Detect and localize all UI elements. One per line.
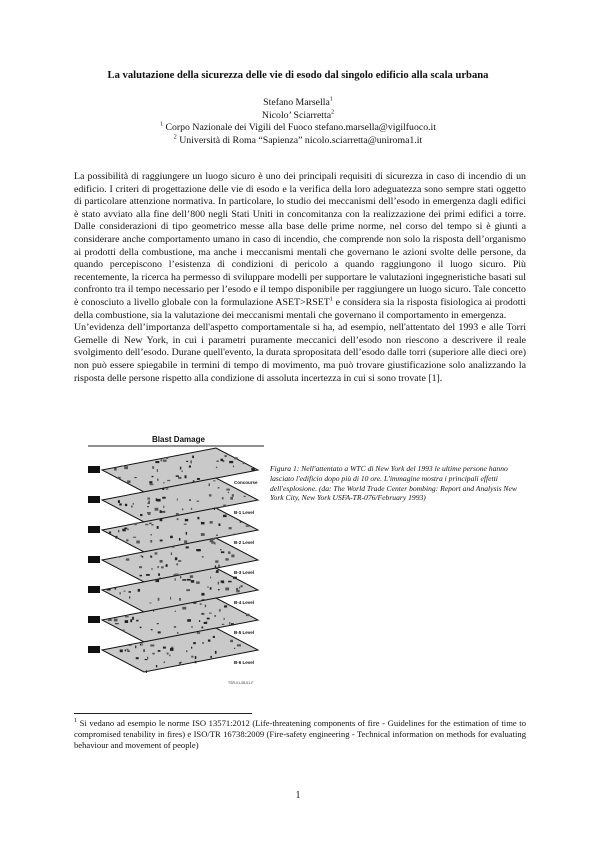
damage-speck xyxy=(175,611,176,612)
damage-speck xyxy=(195,656,197,659)
damage-speck xyxy=(180,662,181,663)
damage-speck xyxy=(157,567,158,568)
damage-speck xyxy=(210,577,211,579)
damage-speck xyxy=(246,614,250,616)
damage-speck xyxy=(218,565,220,568)
damage-speck xyxy=(138,589,140,592)
damage-speck xyxy=(141,643,142,646)
damage-speck xyxy=(160,540,163,542)
damage-speck xyxy=(166,488,168,489)
damage-speck xyxy=(127,649,129,651)
damage-speck xyxy=(225,455,227,457)
damage-speck xyxy=(129,644,132,646)
damage-speck xyxy=(182,471,183,473)
damage-speck xyxy=(225,588,229,591)
damage-speck xyxy=(167,653,169,655)
damage-speck xyxy=(119,503,122,505)
damage-speck xyxy=(246,525,250,527)
damage-speck xyxy=(218,582,219,585)
damage-speck xyxy=(133,537,136,538)
damage-speck xyxy=(130,619,132,622)
damage-speck xyxy=(139,566,142,568)
damage-speck xyxy=(115,587,117,590)
damage-speck xyxy=(207,618,210,620)
damage-speck xyxy=(233,466,234,468)
damage-speck xyxy=(186,650,187,652)
damage-speck xyxy=(129,596,130,598)
damage-speck xyxy=(230,497,233,500)
damage-speck xyxy=(164,661,165,663)
damage-speck xyxy=(223,505,226,507)
damage-speck xyxy=(177,632,179,634)
damage-speck xyxy=(126,539,128,541)
damage-speck xyxy=(222,624,225,625)
damage-speck xyxy=(155,508,159,511)
damage-speck xyxy=(213,636,215,638)
damage-speck xyxy=(204,622,207,624)
damage-speck xyxy=(147,506,149,507)
damage-speck xyxy=(197,478,200,480)
affiliation: $^1$ Corpo Nazionale dei Vigili del Fuoco stefano.marsella@vigilfuoco.it xyxy=(160,121,436,133)
damage-speck xyxy=(214,615,215,617)
damage-speck xyxy=(118,530,119,533)
damage-speck xyxy=(162,497,166,499)
damage-speck xyxy=(169,655,170,657)
damage-speck xyxy=(178,560,181,561)
damage-speck xyxy=(222,582,225,583)
damage-speck xyxy=(171,552,172,555)
body-text xyxy=(74,171,526,385)
damage-speck xyxy=(193,602,196,604)
damage-speck xyxy=(178,477,181,479)
damage-speck xyxy=(219,523,221,526)
damage-speck xyxy=(210,656,212,658)
damage-speck xyxy=(222,497,224,499)
damage-speck xyxy=(115,623,119,624)
damage-speck xyxy=(197,632,200,633)
damage-speck xyxy=(177,498,178,500)
damage-speck xyxy=(140,575,143,577)
damage-speck xyxy=(210,587,212,590)
damage-speck xyxy=(160,519,163,521)
damage-speck xyxy=(184,524,187,525)
damage-speck xyxy=(239,587,240,589)
damage-speck xyxy=(182,579,186,581)
damage-speck xyxy=(157,579,159,582)
damage-speck xyxy=(209,613,212,614)
damage-speck xyxy=(152,653,155,655)
damage-speck xyxy=(116,536,118,539)
damage-speck xyxy=(228,581,232,583)
damage-speck xyxy=(187,579,191,581)
damage-speck xyxy=(233,577,237,579)
damage-speck xyxy=(177,518,179,520)
damage-speck xyxy=(216,467,217,468)
damage-speck xyxy=(209,483,210,486)
damage-speck xyxy=(135,477,137,478)
damage-speck xyxy=(146,670,147,673)
damage-speck xyxy=(157,623,159,624)
damage-speck xyxy=(201,522,205,525)
damage-speck xyxy=(155,461,159,463)
damage-speck xyxy=(202,642,204,644)
damage-speck xyxy=(216,535,217,536)
damage-speck xyxy=(183,484,185,485)
affiliation: $^2$ Università di Roma “Sapienza” nicolo.sciarretta@uniroma1.it xyxy=(173,134,423,146)
damage-speck xyxy=(152,466,154,469)
damage-speck xyxy=(196,549,200,551)
damage-speck xyxy=(158,650,161,652)
damage-speck xyxy=(163,647,166,649)
damage-speck xyxy=(129,591,132,593)
damage-speck xyxy=(136,620,138,622)
damage-speck xyxy=(229,527,232,529)
level-label: B-4 Level xyxy=(234,600,255,605)
damage-speck xyxy=(157,469,158,472)
damage-speck xyxy=(151,524,153,526)
damage-speck xyxy=(153,610,154,612)
damage-speck xyxy=(127,480,131,483)
author-block xyxy=(0,97,596,147)
damage-speck xyxy=(133,503,134,505)
damage-speck xyxy=(218,589,220,590)
damage-speck xyxy=(216,507,217,509)
damage-speck xyxy=(233,534,234,536)
damage-speck xyxy=(131,506,133,508)
damage-speck xyxy=(208,640,211,642)
damage-speck xyxy=(219,610,221,611)
level-marker xyxy=(88,646,100,653)
damage-speck xyxy=(145,659,148,660)
damage-speck xyxy=(191,656,193,658)
damage-speck xyxy=(179,598,181,601)
figure-title: Blast Damage xyxy=(152,435,205,444)
damage-speck xyxy=(243,462,245,464)
damage-speck xyxy=(161,566,164,568)
damage-speck xyxy=(195,661,197,663)
damage-speck xyxy=(237,644,241,646)
damage-speck xyxy=(182,509,184,511)
damage-speck xyxy=(150,645,154,647)
damage-speck xyxy=(146,574,150,576)
damage-speck xyxy=(186,589,190,591)
damage-speck xyxy=(161,459,163,461)
damage-speck xyxy=(122,529,126,532)
damage-speck xyxy=(160,511,163,512)
damage-speck xyxy=(117,557,120,558)
damage-speck xyxy=(156,665,157,667)
damage-speck xyxy=(151,629,153,630)
damage-speck xyxy=(224,605,227,607)
level-marker xyxy=(88,526,100,533)
damage-speck xyxy=(187,619,191,622)
damage-speck xyxy=(120,650,123,653)
page-number: 1 xyxy=(295,790,301,801)
footnote: $^1$ Si vedano ad esempio le norme ISO 13571:2012 (Life-threatening components of fire - Guidelines for the estimation of time to compromised tenability in fires) e ISO/TR 16738:2009 (Fire-safety engineering - Technical information on methods for evaluating behaviour and movement of people) xyxy=(74,718,526,750)
damage-speck xyxy=(132,617,134,620)
damage-speck xyxy=(164,511,166,513)
paper-title: La valutazione della sicurezza delle vie di esodo dal singolo edificio alla scala urbana xyxy=(107,70,489,81)
damage-speck xyxy=(212,538,214,540)
damage-speck xyxy=(221,551,224,553)
damage-speck xyxy=(191,647,192,649)
damage-speck xyxy=(182,607,186,610)
damage-speck xyxy=(125,620,128,623)
damage-speck xyxy=(228,551,231,554)
damage-speck xyxy=(228,492,229,493)
damage-speck xyxy=(196,581,200,584)
damage-speck xyxy=(180,576,181,578)
damage-speck xyxy=(143,649,145,652)
damage-speck xyxy=(176,513,179,514)
damage-speck xyxy=(180,467,181,470)
damage-speck xyxy=(190,460,192,463)
damage-speck xyxy=(229,461,233,463)
damage-speck xyxy=(175,557,177,560)
damage-speck xyxy=(108,619,112,621)
footnote-reference[interactable]: 1 xyxy=(329,296,333,303)
damage-speck xyxy=(191,626,193,627)
damage-speck xyxy=(240,521,242,523)
damage-speck xyxy=(163,506,164,508)
damage-speck xyxy=(150,540,152,543)
damage-speck xyxy=(175,574,178,575)
damage-speck xyxy=(224,618,225,620)
damage-speck xyxy=(114,469,116,471)
damage-speck xyxy=(191,580,194,583)
level-marker xyxy=(88,496,100,503)
damage-speck xyxy=(202,556,204,558)
damage-speck xyxy=(109,532,111,534)
damage-speck xyxy=(189,466,191,468)
figure-code: TSR-01-08-01-F xyxy=(228,681,254,685)
level-label: Concourse xyxy=(234,480,258,485)
damage-speck xyxy=(241,585,243,587)
damage-speck xyxy=(126,558,129,560)
damage-speck xyxy=(221,459,224,461)
damage-speck xyxy=(123,630,125,632)
damage-speck xyxy=(150,603,152,604)
damage-speck xyxy=(162,489,164,490)
damage-speck xyxy=(149,481,152,483)
damage-speck xyxy=(217,461,219,463)
level-label: B-3 Level xyxy=(234,570,255,575)
damage-speck xyxy=(145,524,148,525)
damage-speck xyxy=(152,476,154,477)
damage-speck xyxy=(136,541,140,544)
damage-speck xyxy=(186,532,187,535)
damage-speck xyxy=(125,504,127,506)
damage-speck xyxy=(166,564,168,567)
damage-speck xyxy=(157,526,159,529)
damage-speck xyxy=(190,575,193,578)
damage-speck xyxy=(125,650,126,652)
damage-speck xyxy=(232,494,234,497)
damage-speck xyxy=(251,468,255,471)
damage-speck xyxy=(140,644,141,646)
damage-speck xyxy=(226,489,230,491)
damage-speck xyxy=(157,479,159,481)
damage-speck xyxy=(170,597,171,600)
damage-speck xyxy=(149,523,152,525)
damage-speck xyxy=(209,494,212,496)
damage-speck xyxy=(125,616,129,617)
damage-speck xyxy=(176,563,178,565)
damage-speck xyxy=(189,499,190,501)
damage-speck xyxy=(191,508,192,510)
damage-speck xyxy=(148,512,151,515)
damage-speck xyxy=(229,622,230,625)
damage-speck xyxy=(158,573,160,575)
level-marker xyxy=(88,616,100,623)
damage-speck xyxy=(150,556,152,558)
damage-speck xyxy=(148,501,150,504)
damage-speck xyxy=(127,651,130,652)
damage-speck xyxy=(163,482,165,483)
damage-speck xyxy=(234,648,235,649)
damage-speck xyxy=(185,519,188,521)
damage-speck xyxy=(179,538,181,541)
damage-speck xyxy=(186,546,189,548)
damage-speck xyxy=(205,605,207,608)
damage-speck xyxy=(171,647,173,648)
damage-speck xyxy=(160,560,163,563)
damage-speck xyxy=(174,626,176,628)
damage-speck xyxy=(172,546,175,547)
damage-speck xyxy=(210,521,213,524)
damage-speck xyxy=(175,578,176,581)
level-label: B-2 Level xyxy=(234,540,255,545)
damage-speck xyxy=(231,555,234,558)
damage-speck xyxy=(167,480,170,481)
level-label: B-6 Level xyxy=(234,660,255,665)
damage-speck xyxy=(177,515,178,516)
damage-speck xyxy=(121,465,124,466)
author-name: Nicolo’ Sciarretta$^2$ xyxy=(261,109,335,121)
damage-speck xyxy=(147,498,150,500)
damage-speck xyxy=(150,484,154,486)
damage-speck xyxy=(207,586,208,588)
damage-speck xyxy=(140,514,142,516)
damage-speck xyxy=(158,598,160,601)
damage-speck xyxy=(118,477,121,479)
paragraph: La possibilità di raggiungere un luogo sicuro è uno dei principali requisiti di sicurezza in caso di incendio di un edificio. I criteri di progettazione delle vie di esodo e la verifica della loro adeguatezza sono sempre stati oggetto di particolare attenzione normativa. In particolare, lo studio dei meccanismi dell’esodo in emergenza dagli edifici è stato avviato alla fine dell’800 negli Stati Uniti in concomitanza con la realizzazione dei primi edifici a torre. Dalle considerazioni di tipo geometrico messe alla base delle prime norme, nel corso del tempo si è giunti a considerare anche comportamento umano in caso di incendio, che comprende non solo la risposta dell’organismo ai prodotti della combustione, ma anche i meccanismi mentali che governano le azioni svolte delle persone, da quando percepiscono l’esistenza di condizioni di pericolo a quando raggiungono il luogo sicuro. Più recentemente, la ricerca ha permesso di sviluppare modelli per supportare le valutazioni ingegneristiche basati sul confronto tra il tempo necessario per l’esodo e il tempo disponibile per raggiungere un luogo sicuro. Tale concetto è conosciuto a livello globale con la formulazione $ASET>RSET^1$ e considera sia la risposta fisiologica ai prodotti della combustione, sia la valutazione dei meccanismi mentali che governano il comportamento in emergenza. xyxy=(74,171,526,321)
damage-speck xyxy=(202,613,204,614)
damage-speck xyxy=(244,496,246,497)
damage-speck xyxy=(200,604,202,605)
damage-speck xyxy=(231,623,234,625)
damage-speck xyxy=(141,555,142,556)
damage-speck xyxy=(199,620,200,622)
damage-speck xyxy=(151,534,152,535)
damage-speck xyxy=(107,589,111,591)
damage-speck xyxy=(215,566,216,568)
damage-speck xyxy=(215,560,218,562)
damage-speck xyxy=(142,556,143,558)
damage-speck xyxy=(201,593,204,596)
blast-damage-illustration xyxy=(88,430,264,692)
damage-speck xyxy=(225,513,226,516)
damage-speck xyxy=(170,536,173,539)
damage-speck xyxy=(124,591,126,592)
damage-speck xyxy=(147,657,148,659)
damage-speck xyxy=(185,475,187,478)
damage-speck xyxy=(201,533,205,536)
figure-blast-damage xyxy=(88,430,264,692)
damage-speck xyxy=(192,456,194,459)
damage-speck xyxy=(230,640,233,643)
level-label: B-5 Level xyxy=(234,630,255,635)
damage-speck xyxy=(134,523,136,525)
damage-speck xyxy=(218,487,220,489)
damage-speck xyxy=(215,651,217,654)
paragraph: Un’evidenza dell’importanza dell'aspetto comportamentale si ha, ad esempio, nell'attentato del 1993 e alle Torri Gemelle di New York, in cui i parametri puramente meccanici dell’esodo non riescono a descrivere il reale svolgimento dell’esodo. Durane quell'evento, la durata spropositata dell’esodo dalle torri (superiore alle dieci ore) non può essere spiegabile in termini di tempo di movimento, ma può trovare giustificazione solo analizzando la risposta delle persone rispetto alla condizione di assoluta incertezza in cui si sono trovate [1]. xyxy=(74,322,526,384)
damage-speck xyxy=(124,466,128,469)
damage-speck xyxy=(197,517,199,519)
damage-speck xyxy=(216,570,219,573)
damage-speck xyxy=(236,590,239,593)
author-name: Stefano Marsella$^1$ xyxy=(263,96,333,108)
damage-speck xyxy=(213,480,215,481)
level-marker xyxy=(88,466,100,473)
damage-speck xyxy=(225,558,228,560)
footnote-divider xyxy=(74,713,252,714)
damage-speck xyxy=(184,540,187,543)
damage-speck xyxy=(127,529,129,531)
damage-speck xyxy=(220,549,221,550)
damage-speck xyxy=(176,475,179,477)
figure-caption: Figura 1: Nell'attentato a WTC di New York del 1993 le ultime persone hanno lasciato l'edificio dopo più di 10 ore. L'immagine mostra i principali effetti dell'esplosione. (da: The World Trade Center bombing: Report and Analysis New York City, New York USFA-TR-076/February 1993) xyxy=(270,464,517,503)
level-label: B-1 Level xyxy=(234,510,255,515)
damage-speck xyxy=(119,592,121,594)
damage-speck xyxy=(197,501,200,502)
damage-speck xyxy=(186,461,188,462)
damage-speck xyxy=(211,541,214,543)
level-marker xyxy=(88,556,100,563)
damage-speck xyxy=(151,568,152,570)
damage-speck xyxy=(214,508,215,510)
damage-speck xyxy=(193,642,196,644)
damage-speck xyxy=(170,648,174,651)
damage-speck xyxy=(155,552,158,554)
damage-speck xyxy=(118,500,120,503)
damage-speck xyxy=(136,657,139,659)
damage-speck xyxy=(135,646,136,649)
level-marker xyxy=(88,586,100,593)
damage-speck xyxy=(234,457,238,459)
damage-speck xyxy=(157,499,161,502)
damage-speck xyxy=(158,631,161,633)
damage-speck xyxy=(166,457,168,459)
damage-speck xyxy=(114,619,118,622)
damage-speck xyxy=(140,627,142,628)
damage-speck xyxy=(163,460,167,462)
damage-speck xyxy=(202,627,204,629)
